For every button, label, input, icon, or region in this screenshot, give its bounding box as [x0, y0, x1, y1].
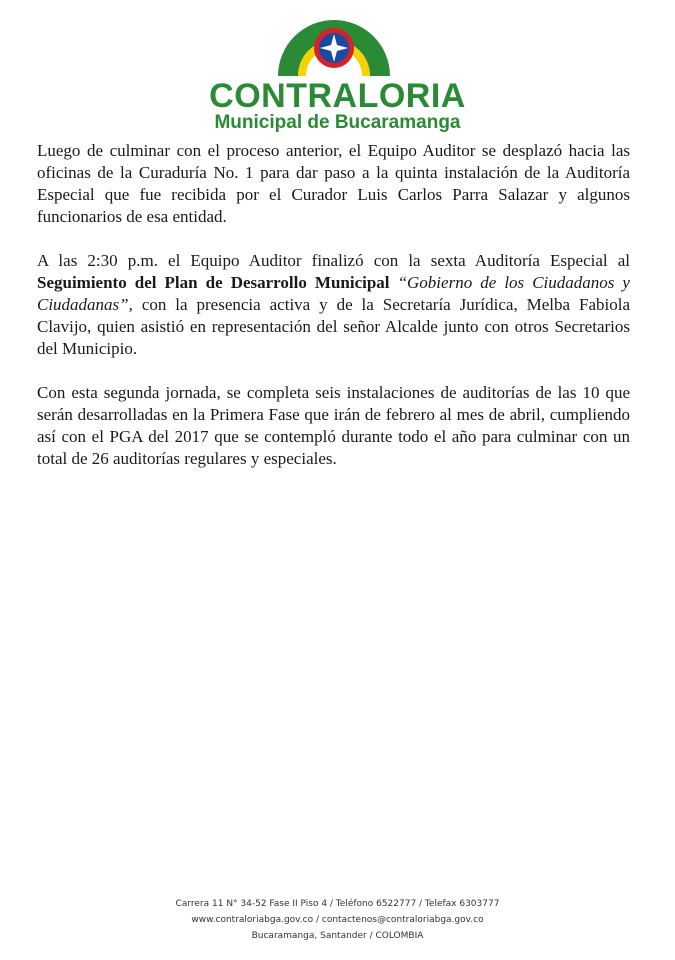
brand-name: CONTRALORIA [209, 77, 466, 115]
paragraph-3: Con esta segunda jornada, se completa seis instalaciones de auditorías de las 10 que serán desarrolladas en la Primera Fase que irán de febrero al mes de abril, cumpliendo así con el PGA del 2017 que se contempló durante todo el año para culminar con un total de 26 auditorías regulares y especiales. [37, 383, 630, 468]
footer-web: www.contraloriabga.gov.co / contactenos@contraloriabga.gov.co [191, 915, 484, 925]
paragraph-2-rest: con la presencia activa y de la Secretaría Jurídica, Melba Fabiola Clavijo, quien asistió en representación del señor Alcalde junto con otros Secretarios del Municipio. [37, 295, 630, 358]
document-body [37, 140, 630, 492]
footer-address: Carrera 11 N° 34-52 Fase II Piso 4 / Teléfono 6522777 / Telefax 6303777 [175, 899, 500, 909]
letterhead [0, 0, 675, 140]
footer-city: Bucaramanga, Santander / COLOMBIA [251, 931, 424, 941]
paragraph-2-bold: Seguimiento del Plan de Desarrollo Municipal [37, 273, 390, 292]
paragraph-1: Luego de culminar con el proceso anterior, el Equipo Auditor se desplazó hacia las oficinas de la Curaduría No. 1 para dar paso a la quinta instalación de la Auditoría Especial que fue recibida por el Curador Luis Carlos Parra Salazar y algunos funcionarios de esa entidad. [37, 141, 630, 226]
paragraph-2-intro: A las 2:30 p.m. el Equipo Auditor finalizó con la sexta Auditoría Especial al [37, 251, 630, 270]
paragraph-2 [37, 250, 630, 360]
footer [0, 896, 675, 944]
paragraph-2-italic: “Gobierno de los Ciudadanos y Ciudadanas”, [37, 273, 630, 314]
brand-subtitle: Municipal de Bucaramanga [214, 112, 461, 133]
contraloria-logo-icon [276, 2, 392, 78]
